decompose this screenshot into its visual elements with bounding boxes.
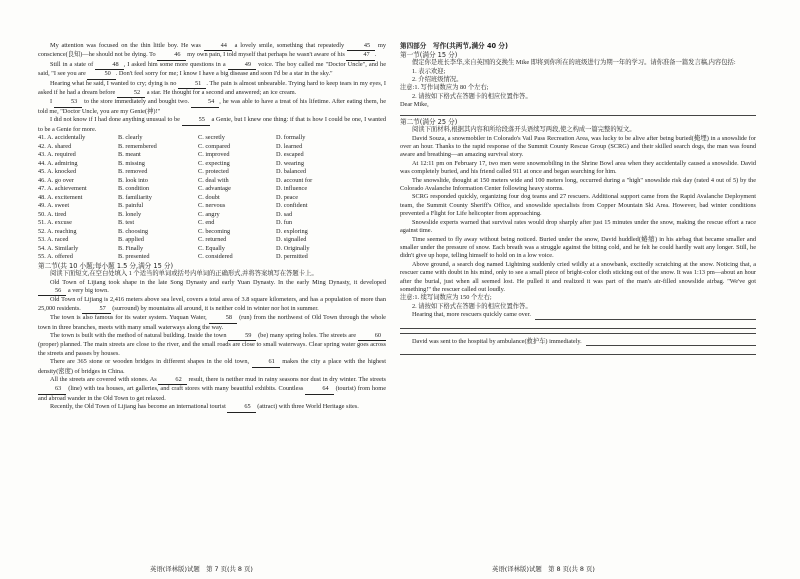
option-question: 53. A. raced <box>38 236 69 244</box>
cloze-text: my conscience(良知)—he should not be dying. To <box>38 42 386 59</box>
notes-label: 注意: <box>400 84 415 92</box>
cloze-text: . Don't feel sorry for me; I know I have a big disease and soon I'd be a star in the sky." <box>115 70 333 78</box>
option-question: 54. A. Similarly <box>38 244 79 252</box>
notes-label-2: 注意: <box>400 294 415 302</box>
blank-44: 44 <box>204 42 232 51</box>
page-footer-right: 英语(译林版)试题 第 8 页(共 8 页) <box>492 565 595 573</box>
option-choice: C. secretly <box>198 134 225 142</box>
option-choice: D. Originally <box>276 244 310 252</box>
blank-49: 49 <box>228 61 256 70</box>
option-choice: B. test <box>118 219 135 227</box>
option-choice: D. peace <box>276 193 299 201</box>
answer-line <box>400 329 756 334</box>
grammar-text: (line) with tea houses, art galleries, and craft stores with many beautiful exhibits. Countless <box>66 385 306 393</box>
story-paragraph: The snowslide, thought at 150 meters wide and 100 meters long, occurred during a "high" snowslide risk day (rated 4 out of 5) by the Colorado Avalanche Information Center following heavy storms. <box>400 176 756 193</box>
blank-52: 52 <box>117 89 145 98</box>
grammar-paragraph <box>38 403 386 412</box>
option-choice: C. expecting <box>198 159 230 167</box>
cloze-text: . <box>374 51 377 59</box>
option-choice: B. familiarity <box>118 193 152 201</box>
cloze-paragraph <box>38 61 386 80</box>
grammar-text: Old Town of Lijiang is 2,416 meters above sea level, covers a total area of 3.8 square kilometers, and has a population of more than 25,000 residents. <box>38 296 386 312</box>
blank-55: 55 <box>182 116 210 125</box>
notes-1 <box>400 84 756 92</box>
option-question: 52. A. reaching <box>38 227 77 235</box>
cloze-text: . The pain is almost unbearable. Trying hard to keep tears in my eyes, I asked if he had a dream before <box>38 79 386 97</box>
left-column <box>38 42 386 413</box>
option-choice: C. angry <box>198 210 220 218</box>
right-page <box>400 0 800 579</box>
option-choice: C. doubt <box>198 193 220 201</box>
part4-title: 第四部分 写作(共两节,满分 40 分) <box>400 42 509 50</box>
story-paragraph: Above ground, a search dog named Lightning suddenly cried wildly at a snowbank, excitedly scratching at the snow. Noticing that, a rescuer came with doubt in his mind, only to see a small piece of bright-color cloth sticking out of the snow. It was 1:13 pm—about an hour after the burial, just when all seemed lost. He pulled it and realized it was part of the man's air-filled snowslide airbag. "We've got something!" the rescuer called out loudly. <box>400 260 756 293</box>
option-choice: D. account for <box>276 176 313 184</box>
grammar-text: There are 365 stone or wooden bridges in different shapes in the old town, <box>50 358 252 366</box>
note-2-1: 1. 续写词数应为 150 个左右; <box>414 294 492 302</box>
blank-60: 60 <box>358 332 386 341</box>
blank-63: 63 <box>38 385 66 394</box>
option-choice: D. fun <box>276 219 293 227</box>
answer-line <box>400 320 756 329</box>
cloze-text: , he was able to have a treat of his lifetime. After eating them, he told me, "Doctor Uncle, you are my Genie(神)!" <box>38 98 386 115</box>
story-paragraph: Time seemed to fly away without being noticed. Buried under the snow, David huddled(蜷缩) in his airbag that became smaller and smaller under the pressure of snow. Each breath was a struggle against the biting cold, and he felt he could hardly wait any longer. Still, he didn't give up hope, telling himself to hold on in a low voice. <box>400 235 756 260</box>
option-choice: B. missing <box>118 159 145 167</box>
option-choice: D. formally <box>276 134 306 142</box>
cloze-text: my own pain, I told myself that perhaps he wasn't aware of his <box>185 51 347 59</box>
note-1-2: 2. 请按如下格式在答题卡的相应位置作答。 <box>412 92 532 100</box>
option-choice: B. meant <box>118 151 141 159</box>
writing-section1-title: 第一节(满分 15 分) <box>400 50 458 59</box>
answer-line <box>400 110 756 116</box>
option-choice: D. escaped <box>276 151 304 159</box>
page-footer-left: 英语(译林版)试题 第 7 页(共 8 页) <box>150 565 253 573</box>
option-choice: D. permitted <box>276 253 308 261</box>
option-question: 55. A. offered <box>38 253 73 261</box>
grammar-text: a very big town. <box>66 286 109 294</box>
blank-45: 45 <box>347 42 375 51</box>
option-choice: B. painful <box>118 202 144 210</box>
cloze-passage <box>38 42 386 134</box>
answer-line <box>586 338 756 346</box>
grammar-paragraph <box>38 296 386 314</box>
option-choice: D. sad <box>276 210 293 218</box>
grammar-text: Recently, the Old Town of Lijiang has become an international tourist <box>50 403 228 411</box>
cloze-text: to the store immediately and bought two. <box>82 98 191 106</box>
grammar-text: (run) from the northwest of Old Town through the whole town in three branches, meets with many small waterways along the way. <box>38 314 386 331</box>
writing-section1-task: 假定你是班长李华,来自英国的交换生 Mike 即将到你所在的班级进行为期一年的学习。请你准备一篇发言稿,内容包括: <box>412 59 736 67</box>
opener-1: Hearing that, more rescuers quickly came over. <box>412 311 531 319</box>
cloze-text: I <box>50 98 54 106</box>
option-choice: B. Finally <box>118 244 144 252</box>
note-1-1: 1. 写作词数应为 80 个左右; <box>414 84 489 92</box>
section2-instruction: 阅读下面短文,在空白处填入 1 个适当的单词或括号内单词的正确形式,并将答案填写在答题卡上。 <box>50 270 318 278</box>
option-question: 45. A. knocked <box>38 168 77 176</box>
blank-62: 62 <box>158 376 186 385</box>
option-choice: D. learned <box>276 142 303 150</box>
cloze-paragraph <box>38 98 386 116</box>
option-choice: B. choosing <box>118 227 149 235</box>
answer-line <box>535 311 756 319</box>
blank-61: 61 <box>252 358 280 367</box>
grammar-text: (tourist) from home and abroad wander in the Old Town to get relaxed. <box>38 385 386 402</box>
grammar-text: The town is built with the method of natural building. Inside the town <box>50 332 229 339</box>
option-choice: C. becoming <box>198 227 231 235</box>
blank-64: 64 <box>305 385 333 394</box>
option-choice: B. clearly <box>118 134 143 142</box>
option-choice: C. returned <box>198 236 227 244</box>
grammar-text: Old Town of Lijiang took shape in the late Song Dynasty and early Yuan Dynasty. In the early Ming Dynasty, it developed <box>50 278 386 286</box>
blank-59: 59 <box>228 332 256 341</box>
option-choice: B. presented <box>118 253 150 261</box>
task-point-1: 1. 表示欢迎; <box>412 67 446 75</box>
opener-2-row <box>400 338 756 346</box>
grammar-passage <box>38 279 386 413</box>
option-choice: C. protected <box>198 168 229 176</box>
blank-58: 58 <box>209 314 237 323</box>
option-choice: B. condition <box>118 185 150 193</box>
option-choice: D. signalled <box>276 236 307 244</box>
cloze-paragraph <box>38 116 386 134</box>
story-passage <box>400 135 756 295</box>
cloze-text: , I asked him some more questions in a <box>123 60 228 68</box>
blank-56: 56 <box>38 287 66 296</box>
option-question: 47. A. achievement <box>38 185 87 193</box>
cloze-text: My attention was focused on the thin little boy. He was <box>50 42 204 49</box>
blank-57: 57 <box>82 305 110 314</box>
option-choice: C. deal with <box>198 176 229 184</box>
cloze-paragraph <box>38 42 386 61</box>
option-choice: C. compared <box>198 142 231 150</box>
option-choice: B. applied <box>118 236 144 244</box>
blank-54: 54 <box>191 98 219 107</box>
blank-46: 46 <box>157 51 185 60</box>
option-choice: D. wearing <box>276 159 304 167</box>
option-choice: C. considered <box>198 253 233 261</box>
right-column <box>400 42 756 355</box>
blank-51: 51 <box>178 80 206 89</box>
option-choice: D. exploring <box>276 227 308 235</box>
greeting: Dear Mike, <box>400 101 429 109</box>
cloze-text: Still in a state of <box>50 60 96 68</box>
grammar-text: All the streets are covered with stones. As <box>50 376 159 384</box>
grammar-text: (surround) by mountains all around, it is neither cold in winter nor hot in summer. <box>110 304 319 312</box>
option-choice: D. influence <box>276 185 308 193</box>
writing-section2-task: 阅读下面材料,根据其内容和所给段落开头语续写两段,使之构成一篇完整的短文。 <box>412 126 636 134</box>
cloze-paragraph <box>38 80 386 99</box>
grammar-paragraph <box>38 332 386 358</box>
option-choice: B. lonely <box>118 210 142 218</box>
cloze-text: voice. The boy called me "Doctor Uncle", and he said, "I see you are <box>38 60 387 78</box>
grammar-text: makes the city a place with the highest density(密度) of bridges in China. <box>38 358 386 375</box>
blank-48: 48 <box>95 61 123 70</box>
option-question: 44. A. admiring <box>38 159 78 167</box>
grammar-paragraph <box>38 376 386 403</box>
option-question: 41. A. accidentally <box>38 134 86 142</box>
blank-65: 65 <box>227 403 255 412</box>
grammar-text: (attract) with three World Heritage sites. <box>255 403 359 411</box>
opener-2: David was sent to the hospital by ambulance(救护车) immediately. <box>412 337 582 345</box>
option-choice: C. Equally <box>198 244 225 252</box>
option-choice: C. end <box>198 219 215 227</box>
cloze-text: a star. He thought for a second and answered; an ice cream. <box>145 89 297 97</box>
option-choice: C. advantage <box>198 185 231 193</box>
cloze-text: a Genie, but I knew one thing: if that is how I could be one, I wanted to be a Genie for more. <box>38 116 386 133</box>
option-question: 43. A. required <box>38 151 76 159</box>
option-choice: C. improved <box>198 151 230 159</box>
option-choice: B. look into <box>118 176 148 184</box>
option-choice: D. confident <box>276 202 308 210</box>
story-paragraph: SCRG responded quickly, organizing four dog teams and 27 rescuers. Additional support came from the Rapid Avalanche Deployment team, the Summit County Sheriff's Office, and snowslide specialists from Copper Mountain Ski Area. However, bad winter conditions prevented a Flight for Life helicopter from approaching. <box>400 193 756 218</box>
blank-47: 47 <box>346 51 374 60</box>
cloze-options <box>38 134 386 262</box>
option-question: 50. A. tired <box>38 210 67 218</box>
option-choice: B. remembered <box>118 142 157 150</box>
option-question: 48. A. excitement <box>38 193 83 201</box>
cloze-text: Hearing what he said, I wanted to cry; dying is no <box>50 79 179 87</box>
cloze-text: I did not know if I had done anything unusual to be <box>50 116 182 124</box>
writing-section2-title: 第二节(满分 25 分) <box>400 117 458 126</box>
blank-50: 50 <box>87 70 115 79</box>
option-choice: D. balanced <box>276 168 307 176</box>
story-paragraph: At 12:11 pm on February 17, two men were snowmobiling in the Shrine Bowl area when they accidentally caused a snowslide. David was completely buried, and his friend called 911 at once and began searching for him. <box>400 159 756 176</box>
option-question: 46. A. go over <box>38 176 74 184</box>
blank-53: 53 <box>54 98 82 107</box>
grammar-text: (be) many spring holes. The streets are <box>256 332 358 339</box>
grammar-paragraph <box>38 279 386 297</box>
option-question: 42. A. shared <box>38 142 72 150</box>
cloze-text: a lovely smile, something that repeatedly <box>231 42 347 49</box>
grammar-text: The town is also famous for its water system. Yuquan Water, <box>50 314 209 322</box>
section2-title: 第二节(共 10 小题;每小题 1.5 分,满分 15 分) <box>38 261 174 270</box>
answer-line <box>400 346 756 355</box>
grammar-paragraph <box>38 358 386 376</box>
option-question: 49. A. sweet <box>38 202 70 210</box>
grammar-text: result, there is neither mud in rainy seasons nor dust in dry winter. The streets <box>186 376 386 384</box>
option-question: 51. A. excuse <box>38 219 72 227</box>
opener-1-row <box>400 311 756 319</box>
grammar-paragraph <box>38 314 386 332</box>
grammar-text: (proper) planned. The main streets are close to the river, and the small roads are close to small waterways. Clear spring water goes across the streets and passes by houses. <box>38 341 386 357</box>
task-point-2: 2. 介绍班级情况。 <box>412 76 463 83</box>
notes-2 <box>400 294 756 302</box>
note-2-2: 2. 请按如下格式在答题卡的相应位置作答。 <box>412 302 532 310</box>
story-paragraph: David Souza, a snowmobiler in Colorado's Vail Pass Recreation Area, was lucky to be alive after being buried(掩埋) in a snowslide for over an hour. Thanks to the rapid response of the Summit County Rescue Group (SCRG) and their skilled search dogs, the man was found aware and breathing—an amazing survival story. <box>400 134 756 159</box>
story-paragraph: Snowslide experts warned that survival rates would drop sharply after just 15 minutes under the snow, making the rescue effort a race against time. <box>400 218 756 235</box>
option-choice: C. nervous <box>198 202 226 210</box>
option-choice: B. removed <box>118 168 148 176</box>
